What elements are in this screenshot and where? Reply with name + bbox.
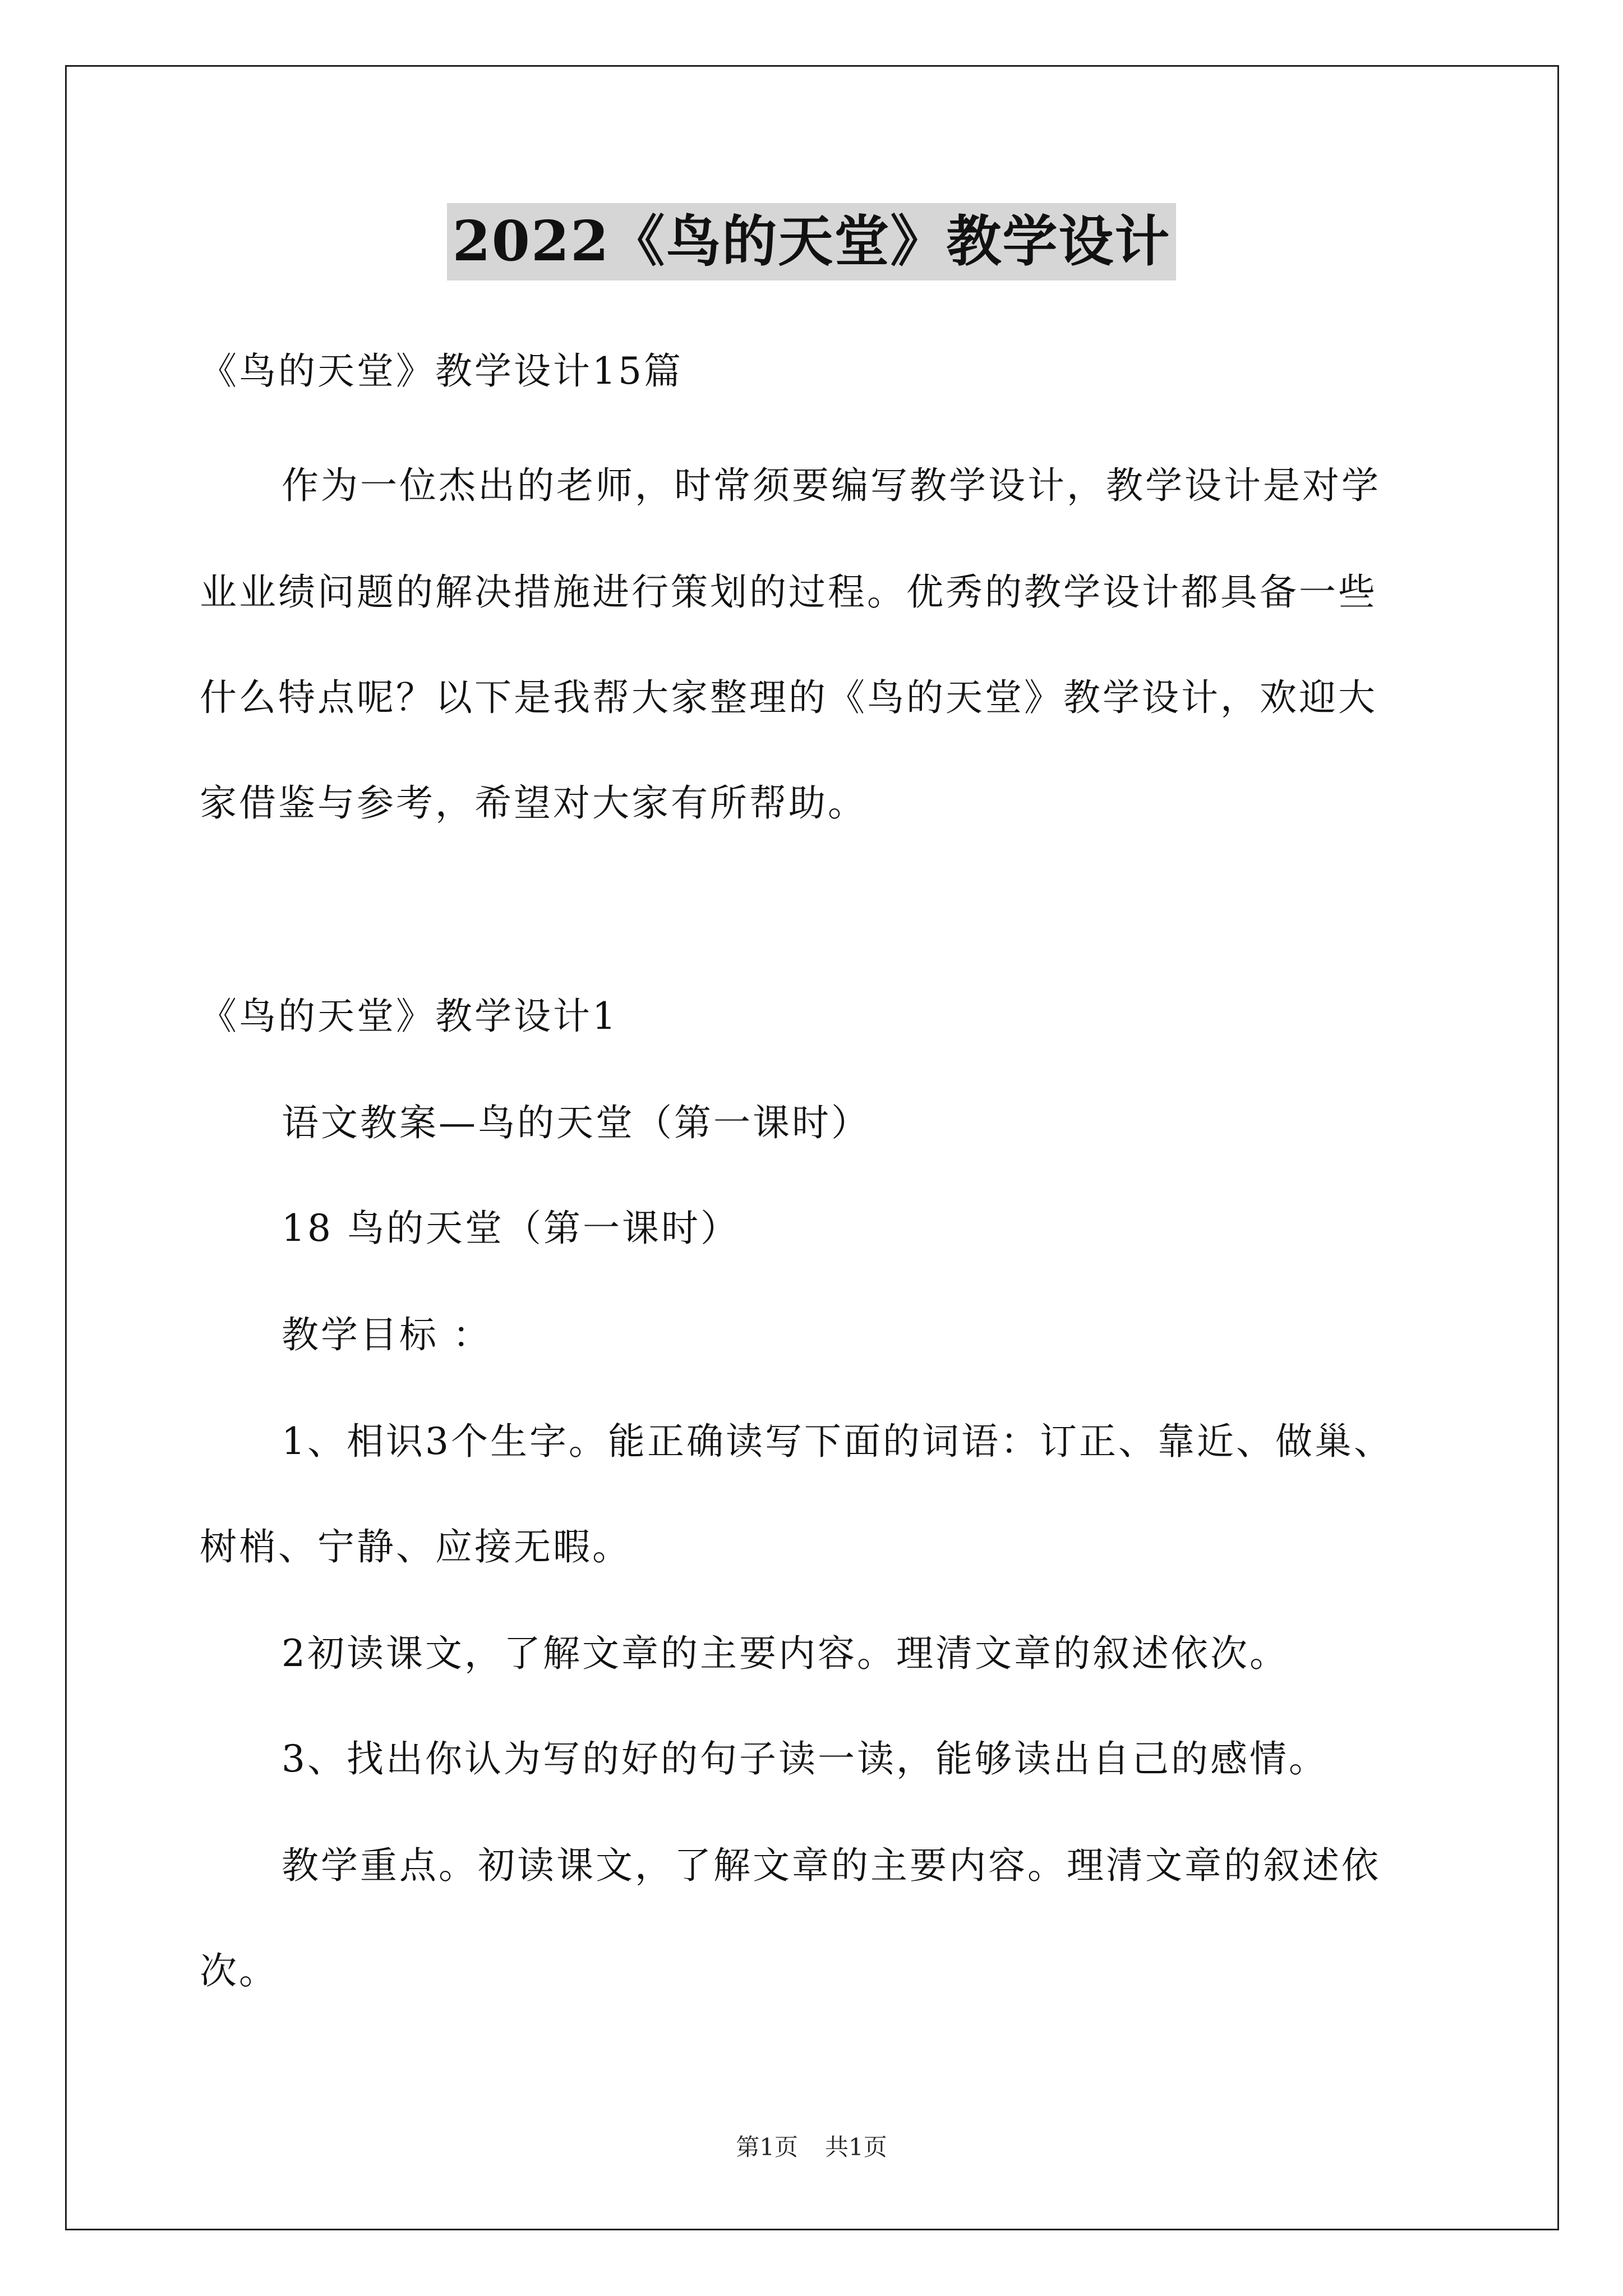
body-line-8: 教学重点。初读课文，了解文章的主要内容。理清文章的叙述依: [282, 1844, 1381, 1887]
body-line-9: 次。: [200, 1949, 278, 1993]
intro-line-2: 业业绩问题的解决措施进行策划的过程。优秀的教学设计都具备一些: [200, 570, 1377, 614]
document-title-row: [0, 203, 1623, 280]
page-number: 第1页: [736, 2133, 798, 2161]
document-subtitle: 《鸟的天堂》教学设计15篇: [200, 349, 683, 393]
body-line-1: 语文教案—鸟的天堂（第一课时）: [282, 1101, 870, 1144]
body-line-6: 2初读课文，了解文章的主要内容。理清文章的叙述依次。: [282, 1632, 1289, 1675]
body-line-2: 18 鸟的天堂（第一课时）: [282, 1207, 740, 1250]
intro-line-4: 家借鉴与参考，希望对大家有所帮助。: [200, 781, 867, 825]
body-line-3: 教学目标 ：: [282, 1313, 492, 1356]
section-heading: 《鸟的天堂》教学设计1: [200, 995, 618, 1038]
intro-line-3: 什么特点呢？以下是我帮大家整理的《鸟的天堂》教学设计，欢迎大: [200, 676, 1377, 719]
intro-line-1: 作为一位杰出的老师，时常须要编写教学设计，教学设计是对学: [282, 464, 1381, 507]
page-total: 共1页: [825, 2133, 887, 2161]
body-line-4: 1、相识3个生字。能正确读写下面的词语：订正、靠近、做巢、: [282, 1420, 1393, 1463]
body-line-5: 树梢、宁静、应接无暇。: [200, 1525, 631, 1568]
page-footer: [0, 2132, 1623, 2163]
document-title: 2022《鸟的天堂》教学设计: [447, 203, 1177, 280]
body-line-7: 3、找出你认为写的好的句子读一读，能够读出自己的感情。: [282, 1737, 1328, 1780]
